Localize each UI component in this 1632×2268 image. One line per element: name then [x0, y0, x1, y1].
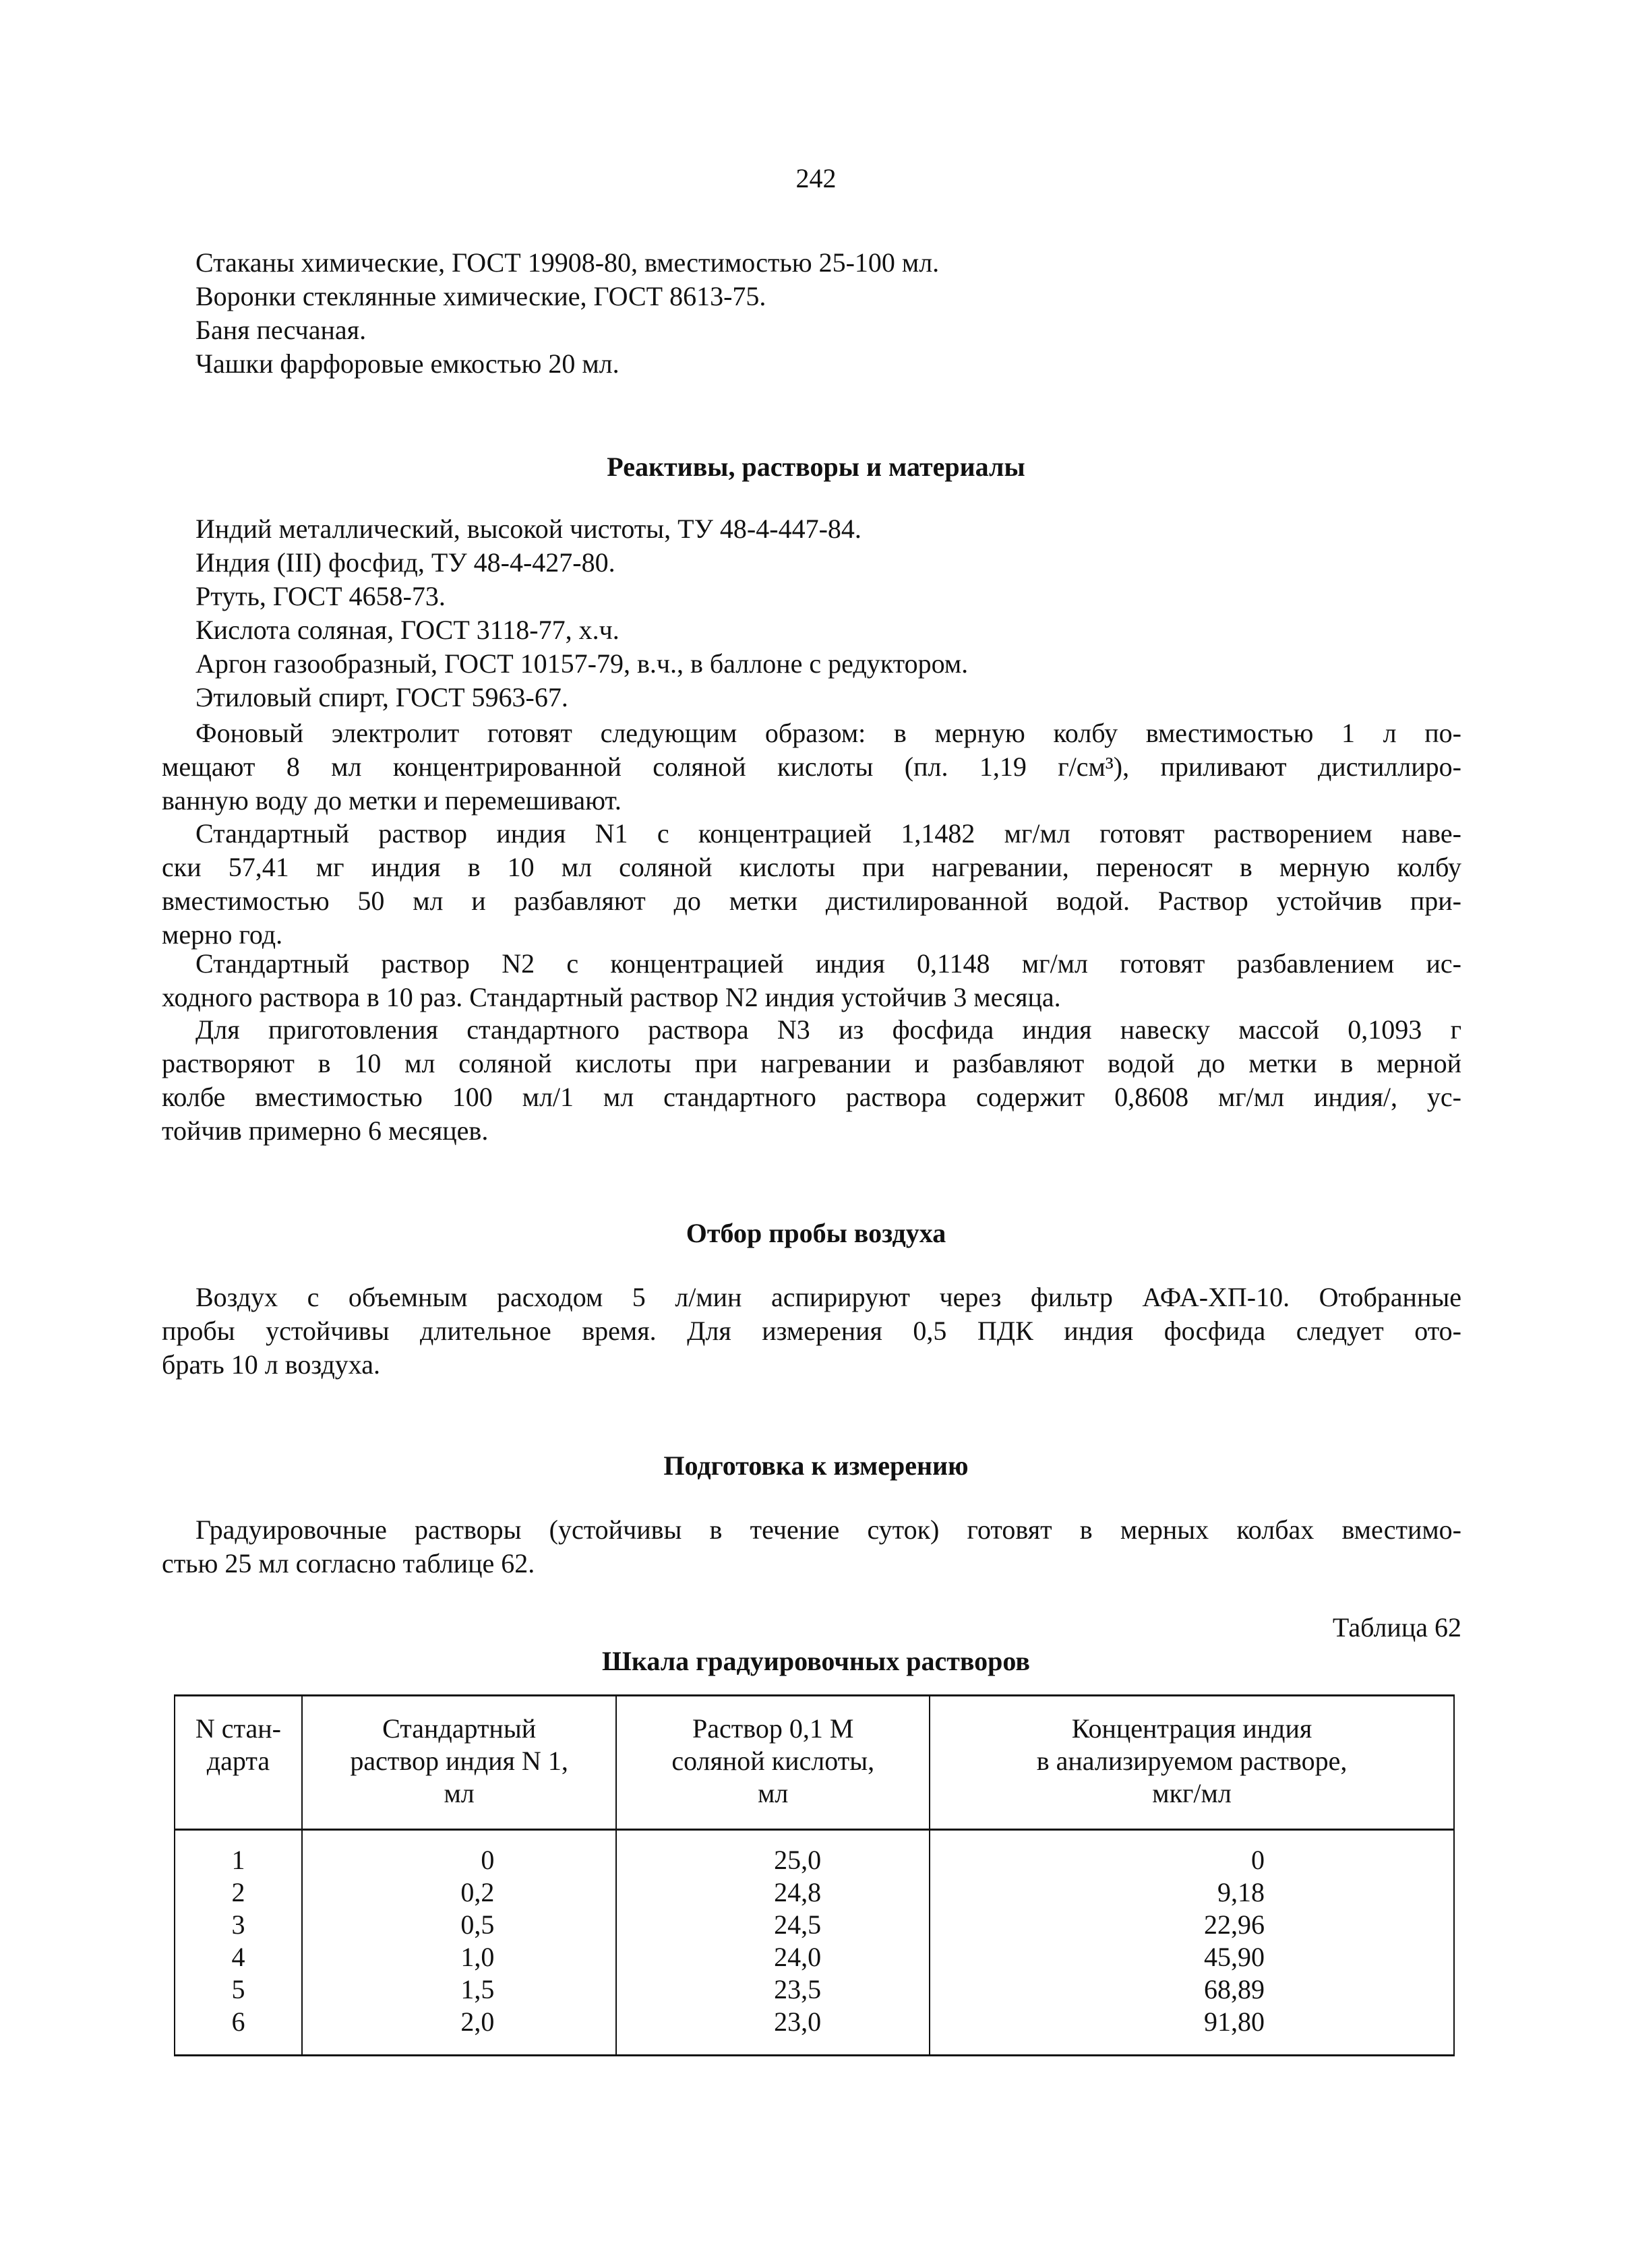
table-row — [175, 1909, 1454, 1941]
paragraph-line: ванную воду до метки и перемешивают. — [162, 785, 622, 816]
table-cell: 6 — [175, 2006, 302, 2056]
table-cell: 5 — [175, 1973, 302, 2006]
calibration-table — [174, 1694, 1455, 2056]
column-header-standard-number — [175, 1696, 302, 1830]
header-line: мл — [758, 1778, 789, 1808]
table-cell: 91,80 — [930, 2006, 1454, 2056]
paragraph-background-electrolyte — [162, 716, 1461, 818]
list-item: Стаканы химические, ГОСТ 19908-80, вместимостью 25-100 мл. — [195, 247, 940, 278]
section-heading-reagents: Реактивы, растворы и материалы — [607, 452, 1025, 482]
table-cell: 45,90 — [930, 1941, 1454, 1973]
table-cell: 0,5 — [302, 1909, 616, 1941]
paragraph-line: колбе вместимостью 100 мл/1 мл стандартного раствора содержит 0,8608 мг/мл индия/, ус- — [162, 1082, 1461, 1112]
table-cell: 68,89 — [930, 1973, 1454, 2006]
table-cell: 25,0 — [616, 1830, 930, 1877]
table-row — [175, 1830, 1454, 1877]
table-row — [175, 1941, 1454, 1973]
header-line: мл — [444, 1778, 475, 1808]
section-heading-preparation: Подготовка к измерению — [663, 1450, 969, 1481]
table-row — [175, 1973, 1454, 2006]
list-item: Баня песчаная. — [195, 315, 367, 345]
table-cell: 0 — [302, 1830, 616, 1877]
table-label: Таблица 62 — [1332, 1612, 1461, 1643]
paragraph-line: Стандартный раствор индия N1 с концентрацией 1,1482 мг/мл готовят растворением наве- — [195, 818, 1461, 849]
paragraph-line: Стандартный раствор N2 с концентрацией индия 0,1148 мг/мл готовят разбавлением ис- — [195, 948, 1461, 979]
table-cell: 23,5 — [616, 1973, 930, 2006]
header-line: дарта — [206, 1746, 270, 1776]
paragraph-line: Фоновый электролит готовят следующим образом: в мерную колбу вместимостью 1 л по- — [195, 718, 1461, 748]
list-item: Воронки стеклянные химические, ГОСТ 8613-75. — [195, 281, 766, 311]
list-item: Аргон газообразный, ГОСТ 10157-79, в.ч., в баллоне с редуктором. — [195, 648, 969, 679]
list-item: Ртуть, ГОСТ 4658-73. — [195, 581, 446, 611]
list-item: Кислота соляная, ГОСТ 3118-77, х.ч. — [195, 615, 619, 645]
paragraph-preparation — [162, 1513, 1461, 1581]
paragraph-line: растворяют в 10 мл соляной кислоты при нагревании и разбавляют водой до метки в мерной — [162, 1048, 1461, 1078]
paragraph-line: вместимостью 50 мл и разбавляют до метки дистилированной водой. Раствор устойчив при- — [162, 886, 1461, 916]
paragraph-line: тойчив примерно 6 месяцев. — [162, 1115, 489, 1146]
header-line: Концентрация индия — [1071, 1713, 1312, 1744]
table-title: Шкала градуировочных растворов — [601, 1646, 1031, 1676]
table-row — [175, 1876, 1454, 1909]
header-line: мкг/мл — [1152, 1778, 1232, 1808]
table-header-row — [175, 1696, 1454, 1830]
table-cell: 2 — [175, 1876, 302, 1909]
table-cell: 23,0 — [616, 2006, 930, 2056]
table-cell: 9,18 — [930, 1876, 1454, 1909]
table-cell: 4 — [175, 1941, 302, 1973]
table-cell: 24,8 — [616, 1876, 930, 1909]
table-cell: 2,0 — [302, 2006, 616, 2056]
section-heading-sampling: Отбор пробы воздуха — [686, 1218, 946, 1248]
list-item: Индий металлический, высокой чистоты, ТУ 48-4-447-84. — [195, 514, 862, 544]
column-header-standard-solution — [302, 1696, 616, 1830]
paragraph-line: мерно год. — [162, 919, 283, 950]
header-line: раствор индия N 1, — [350, 1746, 568, 1776]
paragraph-line: Для приготовления стандартного раствора N3 из фосфида индия навеску массой 0,1093 г — [195, 1014, 1461, 1045]
column-header-indium-concentration — [930, 1696, 1454, 1830]
paragraph-line: мещают 8 мл концентрированной соляной кислоты (пл. 1,19 г/см³), приливают дистиллиро- — [162, 752, 1461, 782]
table-cell: 24,0 — [616, 1941, 930, 1973]
paragraph-standard-n1 — [162, 817, 1461, 952]
list-item: Этиловый спирт, ГОСТ 5963-67. — [195, 682, 568, 712]
paragraph-standard-n3 — [162, 1013, 1461, 1148]
list-item: Индия (III) фосфид, ТУ 48-4-427-80. — [195, 547, 615, 578]
table-cell: 1 — [175, 1830, 302, 1877]
table-cell: 0 — [930, 1830, 1454, 1877]
table-cell: 22,96 — [930, 1909, 1454, 1941]
table-cell: 1,5 — [302, 1973, 616, 2006]
paragraph-line: пробы устойчивы длительное время. Для измерения 0,5 ПДК индия фосфида следует ото- — [162, 1316, 1461, 1346]
header-line: Стандартный — [382, 1713, 537, 1744]
paragraph-line: стью 25 мл согласно таблице 62. — [162, 1548, 535, 1579]
table-row — [175, 2006, 1454, 2056]
header-line: в анализируемом растворе, — [1036, 1746, 1348, 1776]
column-header-hcl-solution — [616, 1696, 930, 1830]
equipment-list — [195, 246, 1461, 381]
table-cell: 1,0 — [302, 1941, 616, 1973]
paragraph-line: Воздух с объемным расходом 5 л/мин аспирируют через фильтр АФА-ХП-10. Отобранные — [195, 1282, 1461, 1312]
paragraph-line: Градуировочные растворы (устойчивы в течение суток) готовят в мерных колбах вместимо- — [195, 1514, 1461, 1545]
header-line: N стан- — [195, 1713, 281, 1744]
table-cell: 3 — [175, 1909, 302, 1941]
paragraph-line: брать 10 л воздуха. — [162, 1349, 381, 1380]
page-number: 242 — [795, 163, 837, 193]
reagents-list — [195, 512, 1461, 714]
header-line: Раствор 0,1 М — [692, 1713, 854, 1744]
paragraph-line: ски 57,41 мг индия в 10 мл соляной кислоты при нагревании, переносят в мерную колбу — [162, 852, 1461, 882]
header-line: соляной кислоты, — [671, 1746, 875, 1776]
paragraph-line: ходного раствора в 10 раз. Стандартный раствор N2 индия устойчив 3 месяца. — [162, 982, 1061, 1012]
paragraph-sampling — [162, 1281, 1461, 1382]
table-cell: 24,5 — [616, 1909, 930, 1941]
list-item: Чашки фарфоровые емкостью 20 мл. — [195, 348, 619, 379]
paragraph-standard-n2 — [162, 947, 1461, 1014]
table-cell: 0,2 — [302, 1876, 616, 1909]
